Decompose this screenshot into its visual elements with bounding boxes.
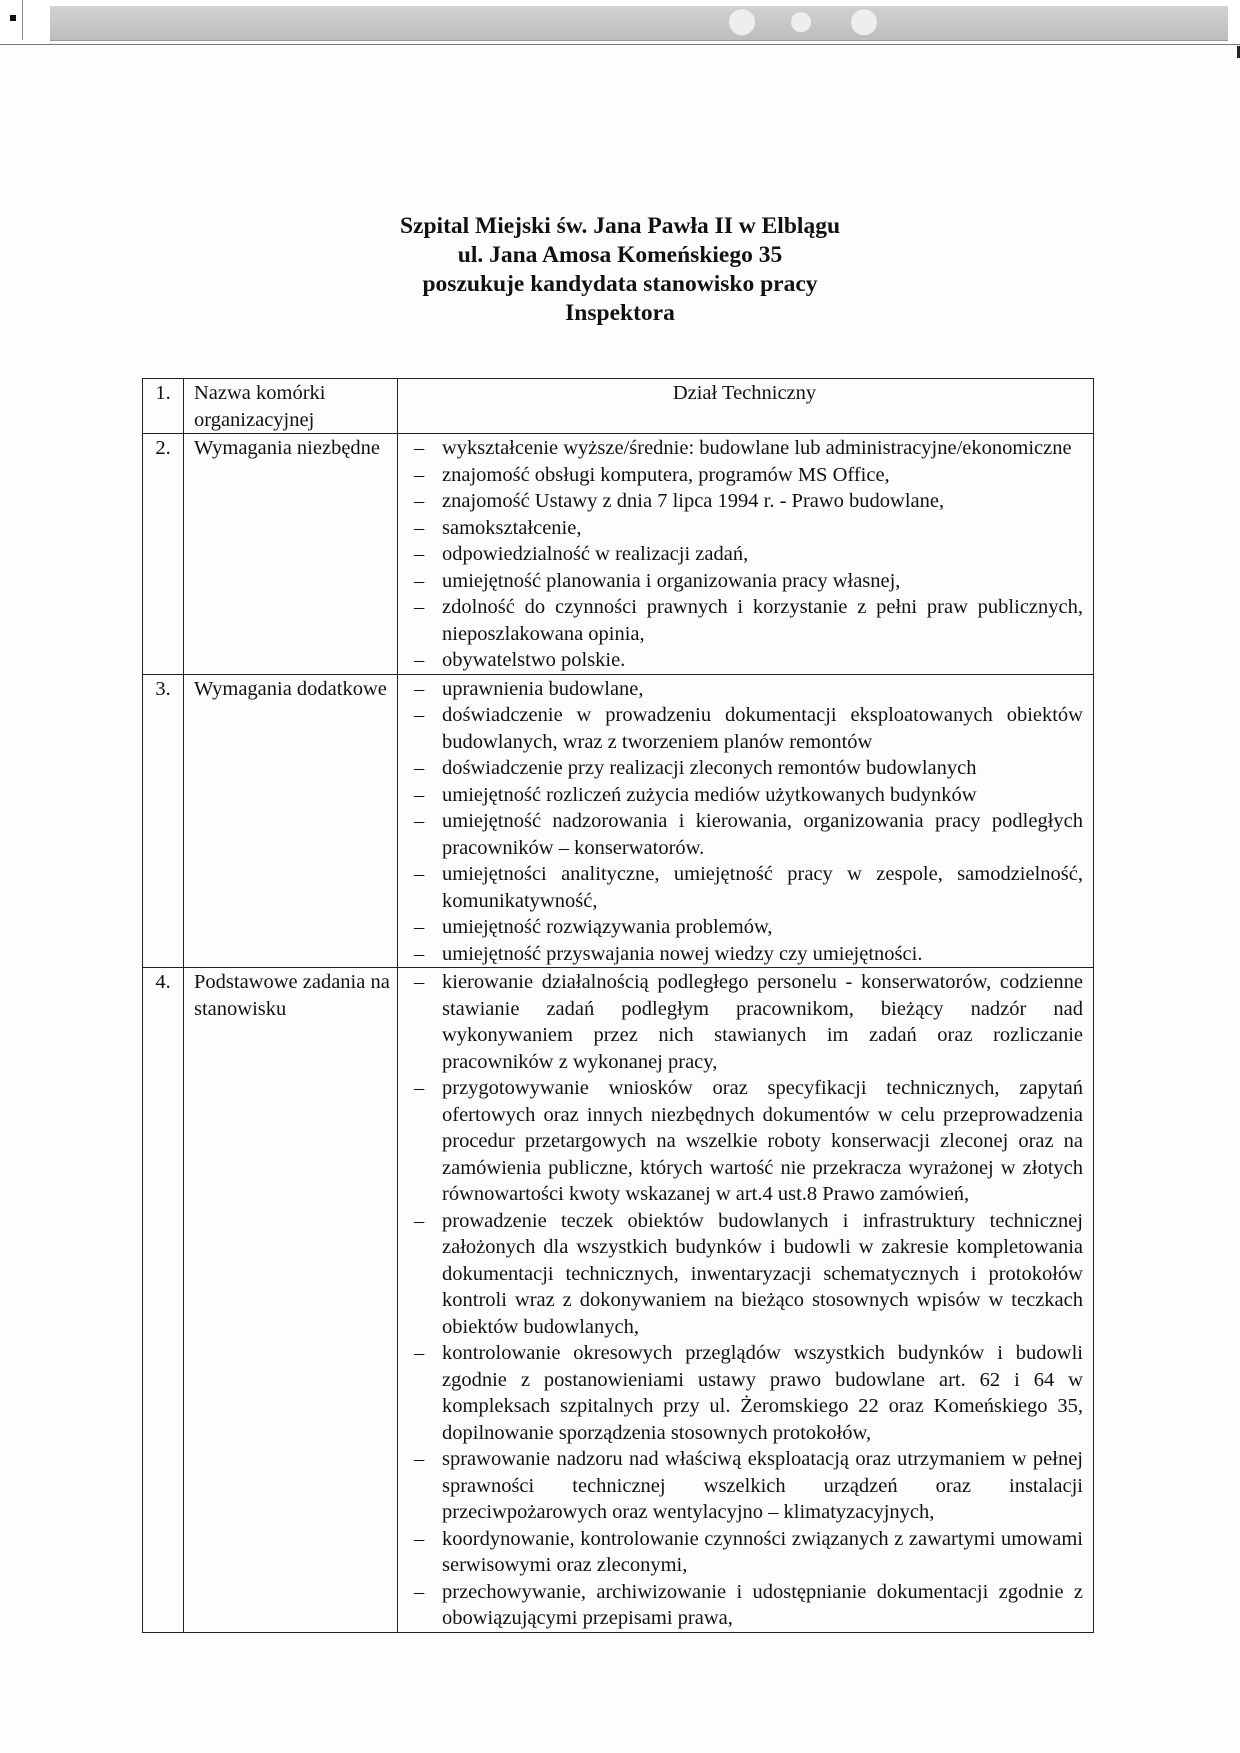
table-row [143, 434, 1094, 675]
list-item: – znajomość Ustawy z dnia 7 lipca 1994 r. - Prawo budowlane, [406, 488, 1083, 515]
punch-hole-left [728, 8, 756, 36]
list-item: – wykształcenie wyższe/średnie: budowlane lub administracyjne/ekonomiczne [406, 435, 1083, 462]
list-item: – kierowanie działalnością podległego personelu - konserwatorów, codzienne stawianie zadań podległym pracownikom, bieżący nadzór nad wykonywaniem przez nich stawianych im zadań oraz rozliczanie pracowników z wykonanej pracy, [406, 969, 1083, 1075]
job-requirements-table [142, 378, 1094, 1633]
table-row [143, 379, 1094, 434]
row-number: 3. [143, 674, 184, 968]
row-number: 4. [143, 968, 184, 1633]
hospital-name: Szpital Miejski św. Jana Pawła II w Elblągu [399, 213, 841, 239]
list-item: – umiejętność nadzorowania i kierowania, organizowania pracy podległych pracowników – konserwatorów. [406, 808, 1083, 861]
scan-strip [50, 6, 1228, 41]
list-item: – znajomość obsługi komputera, programów MS Office, [406, 462, 1083, 489]
additional-list [406, 676, 1083, 968]
requirements-cell [398, 674, 1094, 968]
position-title: Inspektora [565, 300, 675, 326]
list-item: – umiejętności analityczne, umiejętność pracy w zespole, samodzielność, komunikatywność, [406, 861, 1083, 914]
row-label: Wymagania dodatkowe [184, 674, 398, 968]
document-header [300, 212, 940, 328]
scan-mark [10, 15, 16, 21]
list-item: – doświadczenie w prowadzeniu dokumentacji eksploatowanych obiektów budowlanych, wraz z tworzeniem planów remontów [406, 702, 1083, 755]
list-item: – odpowiedzialność w realizacji zadań, [406, 541, 1083, 568]
scan-divider [0, 44, 1240, 45]
row-label: Podstawowe zadania na stanowisku [184, 968, 398, 1633]
list-item: – prowadzenie teczek obiektów budowlanych i infrastruktury technicznej założonych dla wszystkich budynków i budowli w zakresie kompletowania dokumentacji technicznych, inwentaryzacji schematycznych i protokołów kontroli wraz z dokonywaniem na bieżąco stosownych wpisów w teczkach obiektów budowlanych, [406, 1208, 1083, 1341]
list-item: – obywatelstwo polskie. [406, 647, 1083, 674]
list-item: – przygotowywanie wniosków oraz specyfikacji technicznych, zapytań ofertowych oraz innych niezbędnych dokumentów w celu przeprowadzenia procedur przetargowych na wszelkie roboty konserwacji zleconej oraz na zamówienia publiczne, których wartość nie przekracza wyrażonej w złotych równowartości kwoty wskazanej w art.4 ust.8 Prawo zamówień, [406, 1075, 1083, 1208]
required-list [406, 435, 1083, 674]
row-label: Nazwa komórki organizacyjnej [184, 379, 398, 434]
list-item: – umiejętność planowania i organizowania pracy własnej, [406, 568, 1083, 595]
scan-artifact-bar [0, 0, 1240, 44]
table-row [143, 674, 1094, 968]
list-item: – zdolność do czynności prawnych i korzystanie z pełni praw publicznych, nieposzlakowana opinia, [406, 594, 1083, 647]
tasks-list [406, 969, 1083, 1632]
list-item: – sprawowanie nadzoru nad właściwą eksploatacją oraz utrzymaniem w pełnej sprawności technicznej wszelkich urządzeń oraz instalacji przeciwpożarowych oraz wentylacyjno – klimatyzacyjnych, [406, 1446, 1083, 1526]
row-number: 2. [143, 434, 184, 675]
announcement-line: poszukuje kandydata stanowisko pracy [422, 271, 818, 297]
list-item: – doświadczenie przy realizacji zleconych remontów budowlanych [406, 755, 1083, 782]
punch-hole-middle [790, 11, 812, 33]
list-item: – przechowywanie, archiwizowanie i udostępnianie dokumentacji zgodnie z obowiązującymi przepisami prawa, [406, 1579, 1083, 1632]
row-number: 1. [143, 379, 184, 434]
requirements-cell [398, 434, 1094, 675]
list-item: – umiejętność przyswajania nowej wiedzy czy umiejętności. [406, 941, 1083, 968]
hospital-address: ul. Jana Amosa Komeńskiego 35 [457, 242, 783, 268]
punch-hole-right [850, 8, 878, 36]
row-label: Wymagania niezbędne [184, 434, 398, 675]
list-item: – kontrolowanie okresowych przeglądów wszystkich budynków i budowli zgodnie z postanowieniami ustawy prawo budowlane art. 62 i 64 w kompleksach szpitalnych przy ul. Żeromskiego 22 oraz Komeńskiego 35, dopilnowanie sporządzenia stosownych protokołów, [406, 1340, 1083, 1446]
list-item: – umiejętność rozliczeń zużycia mediów użytkowanych budynków [406, 782, 1083, 809]
tasks-cell [398, 968, 1094, 1633]
list-item: – umiejętność rozwiązywania problemów, [406, 914, 1083, 941]
list-item: – samokształcenie, [406, 515, 1083, 542]
list-item: – koordynowanie, kontrolowanie czynności związanych z zawartymi umowami serwisowymi oraz zleconymi, [406, 1526, 1083, 1579]
table-row [143, 968, 1094, 1633]
department-name: Dział Techniczny [398, 379, 1094, 434]
list-item: – uprawnienia budowlane, [406, 676, 1083, 703]
